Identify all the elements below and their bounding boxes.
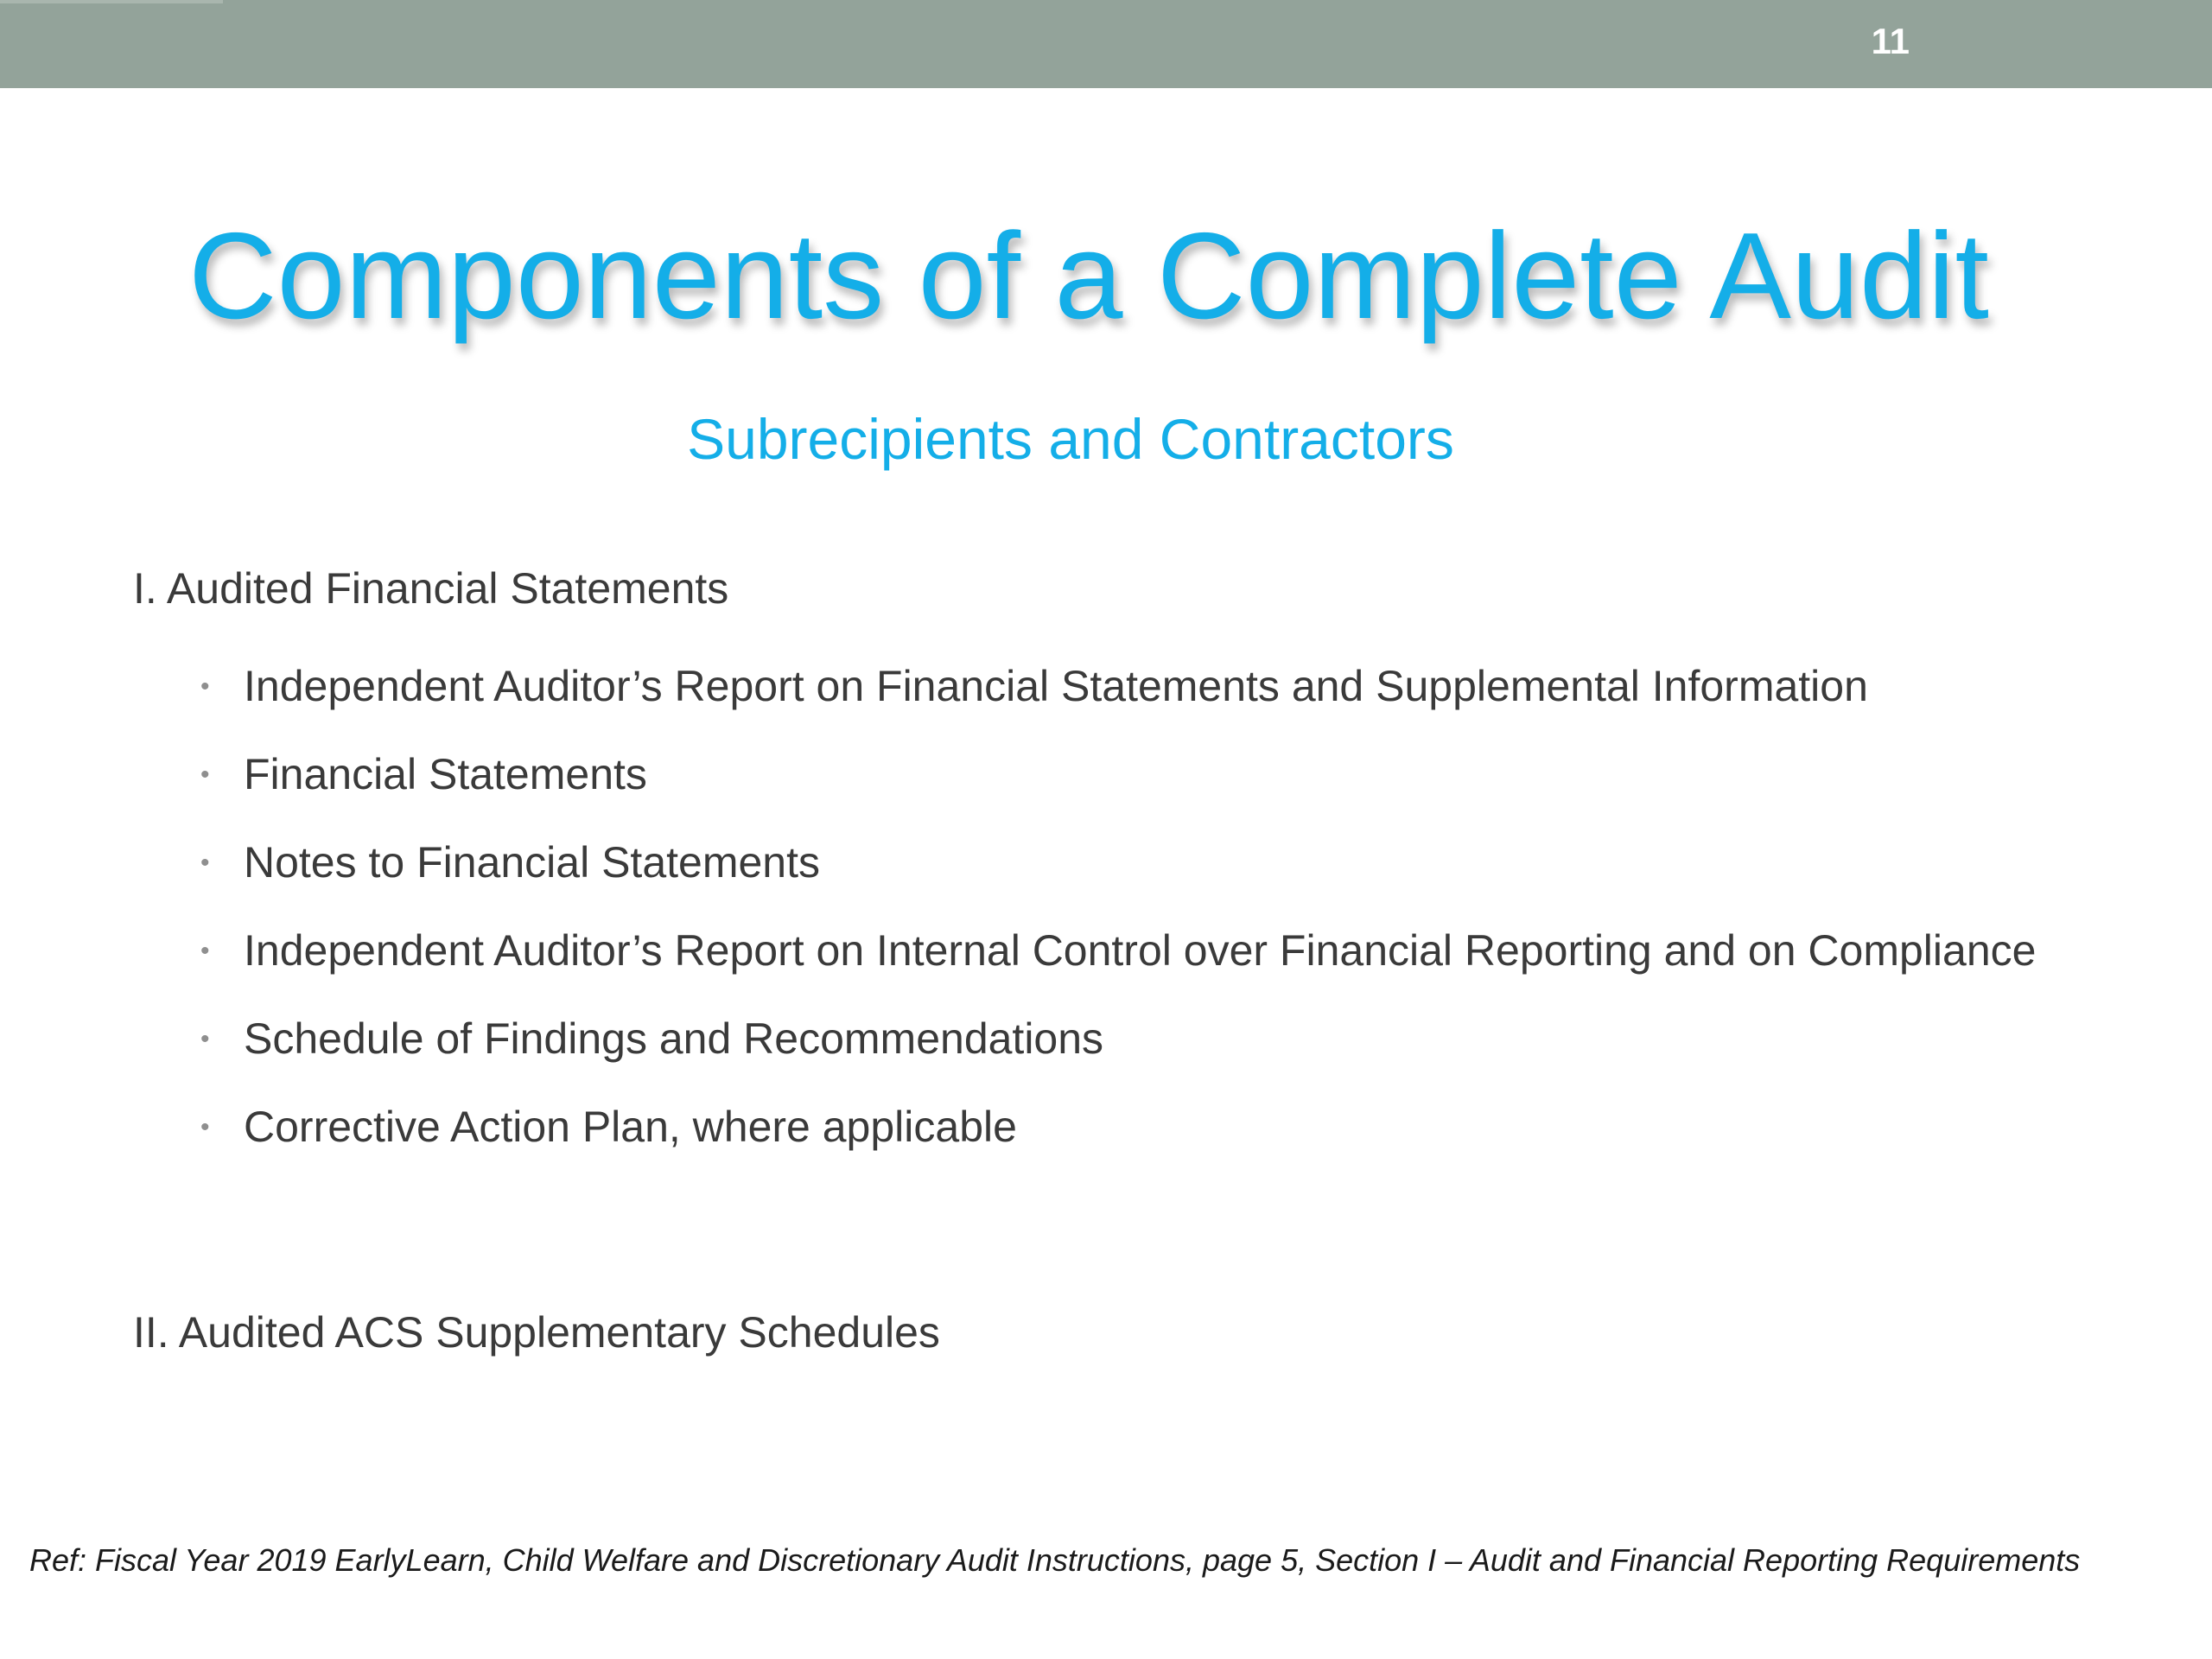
bullet-item <box>190 824 2048 901</box>
bullet-dot-icon: • <box>200 1113 210 1141</box>
bullet-text: Independent Auditor’s Report on Internal Control over Financial Reporting and on Compliance <box>244 926 2037 975</box>
bullet-dot-icon: • <box>200 937 210 965</box>
header-bar <box>0 0 2212 88</box>
bullet-dot-icon: • <box>200 849 210 877</box>
bullet-dot-icon: • <box>200 1025 210 1053</box>
bullet-dot-icon: • <box>200 760 210 789</box>
bullet-item <box>190 1089 2048 1166</box>
bullet-list <box>190 648 2048 1177</box>
bullet-text: Notes to Financial Statements <box>244 838 820 887</box>
bullet-text: Financial Statements <box>244 750 647 798</box>
section-heading-audited-financial-statements: I. Audited Financial Statements <box>133 564 729 613</box>
bullet-dot-icon: • <box>200 672 210 701</box>
slide-subtitle: Subrecipients and Contractors <box>687 407 1454 471</box>
slide-title: Components of a Complete Audit <box>188 207 1989 345</box>
bullet-text: Schedule of Findings and Recommendations <box>244 1014 1104 1063</box>
bullet-item <box>190 736 2048 813</box>
bullet-text: Independent Auditor’s Report on Financial Statements and Supplemental Information <box>244 662 1868 710</box>
reference-footnote: Ref: Fiscal Year 2019 EarlyLearn, Child Welfare and Discretionary Audit Instructions, page 5, Section I – Audit and Financial Reporting Requirements <box>29 1542 2081 1578</box>
slide-number: 11 <box>1871 21 1910 61</box>
bullet-item <box>190 1001 2048 1077</box>
section-heading-audited-acs-supplementary-schedules: II. Audited ACS Supplementary Schedules <box>133 1308 940 1357</box>
bullet-text: Corrective Action Plan, where applicable <box>244 1103 1017 1151</box>
bullet-item <box>190 912 2048 989</box>
bullet-item <box>190 648 2048 725</box>
header-bar-accent <box>0 0 223 3</box>
